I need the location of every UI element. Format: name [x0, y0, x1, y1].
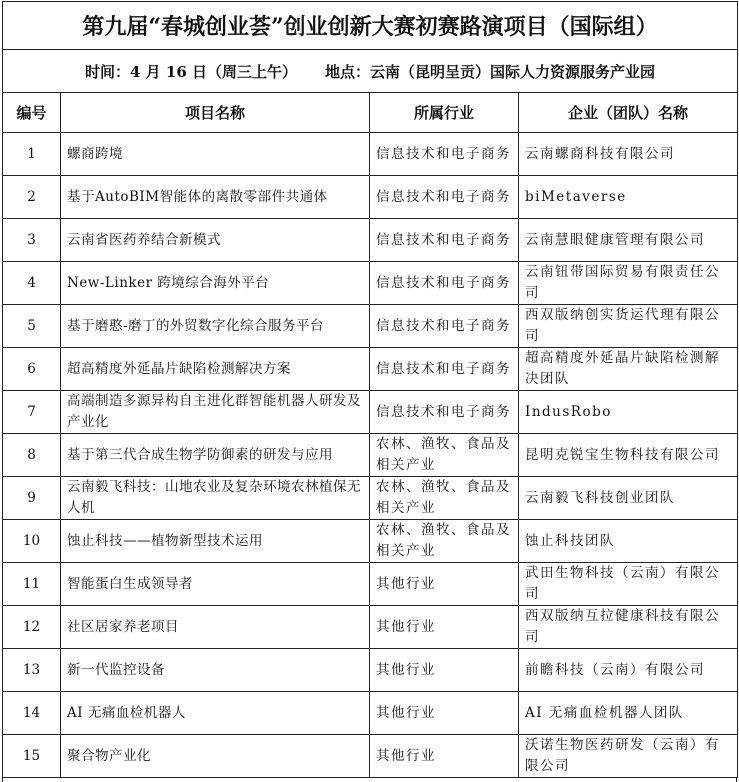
row-number: 10 — [3, 520, 61, 563]
row-company: 西双版纳互拉健康科技有限公司 — [519, 606, 738, 649]
event-time: 时间：4 月 16 日（周三上午） — [85, 62, 297, 81]
row-industry: 农林、渔牧、食品及相关产业 — [370, 477, 519, 520]
table-row — [3, 520, 738, 563]
row-company: 沃诺生物医药研发（云南）有限公司 — [519, 735, 738, 778]
row-industry: 信息技术和电子商务 — [370, 219, 519, 262]
row-company: 西双版纳创实货运代理有限公司 — [519, 305, 738, 348]
document-sheet — [2, 1, 737, 779]
row-company: 昆明克锐宝生物科技有限公司 — [519, 434, 738, 477]
table-row — [3, 348, 738, 391]
table-row — [3, 305, 738, 348]
row-number: 13 — [3, 649, 61, 692]
row-industry: 信息技术和电子商务 — [370, 305, 519, 348]
row-company: AI 无痛血检机器人团队 — [519, 692, 738, 735]
header-company: 企业（团队）名称 — [519, 93, 738, 133]
row-industry: 其他行业 — [370, 649, 519, 692]
row-company: biMetaverse — [519, 176, 738, 219]
row-number: 5 — [3, 305, 61, 348]
row-number: 9 — [3, 477, 61, 520]
event-info — [3, 50, 738, 93]
table-row — [3, 606, 738, 649]
row-company: 蚀止科技团队 — [519, 520, 738, 563]
project-table — [2, 1, 738, 778]
row-project-name: 基于第三代合成生物学防御素的研发与应用 — [61, 434, 370, 477]
row-project-name: 螺商跨境 — [61, 133, 370, 176]
row-project-name: AI 无痛血检机器人 — [61, 692, 370, 735]
table-row — [3, 434, 738, 477]
header-number: 编号 — [3, 93, 61, 133]
table-row — [3, 477, 738, 520]
page-title: 第九届“春城创业荟”创业创新大赛初赛路演项目（国际组） — [3, 2, 738, 50]
row-project-name: 云南毅飞科技：山地农业及复杂环境农林植保无人机 — [61, 477, 370, 520]
row-company: 云南毅飞科技创业团队 — [519, 477, 738, 520]
row-project-name: 新一代监控设备 — [61, 649, 370, 692]
row-company: 云南慧眼健康管理有限公司 — [519, 219, 738, 262]
row-project-name: 蚀止科技——植物新型技术运用 — [61, 520, 370, 563]
row-number: 15 — [3, 735, 61, 778]
header-industry: 所属行业 — [370, 93, 519, 133]
row-project-name: New-Linker 跨境综合海外平台 — [61, 262, 370, 305]
row-number: 8 — [3, 434, 61, 477]
row-project-name: 基于磨憨-磨丁的外贸数字化综合服务平台 — [61, 305, 370, 348]
row-number: 3 — [3, 219, 61, 262]
row-industry: 农林、渔牧、食品及相关产业 — [370, 434, 519, 477]
row-industry: 其他行业 — [370, 735, 519, 778]
row-project-name: 超高精度外延晶片缺陷检测解决方案 — [61, 348, 370, 391]
row-industry: 农林、渔牧、食品及相关产业 — [370, 520, 519, 563]
table-row — [3, 692, 738, 735]
event-place: 地点：云南（昆明呈贡）国际人力资源服务产业园 — [324, 62, 655, 81]
row-company: 前瞻科技（云南）有限公司 — [519, 649, 738, 692]
table-bottom-edge — [2, 778, 737, 782]
row-company: 云南螺商科技有限公司 — [519, 133, 738, 176]
row-number: 11 — [3, 563, 61, 606]
table-row — [3, 649, 738, 692]
row-company: IndusRobo — [519, 391, 738, 434]
row-number: 6 — [3, 348, 61, 391]
row-industry: 信息技术和电子商务 — [370, 133, 519, 176]
row-industry: 信息技术和电子商务 — [370, 348, 519, 391]
row-industry: 信息技术和电子商务 — [370, 262, 519, 305]
table-row — [3, 176, 738, 219]
row-number: 12 — [3, 606, 61, 649]
table-row — [3, 563, 738, 606]
row-project-name: 基于AutoBIM智能体的离散零部件共通体 — [61, 176, 370, 219]
row-industry: 其他行业 — [370, 692, 519, 735]
row-industry: 信息技术和电子商务 — [370, 391, 519, 434]
table-row — [3, 391, 738, 434]
row-project-name: 社区居家养老项目 — [61, 606, 370, 649]
row-industry: 其他行业 — [370, 606, 519, 649]
row-company: 武田生物科技（云南）有限公司 — [519, 563, 738, 606]
row-number: 2 — [3, 176, 61, 219]
row-number: 14 — [3, 692, 61, 735]
table-row — [3, 133, 738, 176]
table-row — [3, 219, 738, 262]
header-project-name: 项目名称 — [61, 93, 370, 133]
row-number: 1 — [3, 133, 61, 176]
row-project-name: 高端制造多源异构自主进化群智能机器人研发及产业化 — [61, 391, 370, 434]
row-project-name: 智能蛋白生成领导者 — [61, 563, 370, 606]
row-industry: 信息技术和电子商务 — [370, 176, 519, 219]
row-project-name: 聚合物产业化 — [61, 735, 370, 778]
row-company: 云南钮带国际贸易有限责任公司 — [519, 262, 738, 305]
row-company: 超高精度外延晶片缺陷检测解决团队 — [519, 348, 738, 391]
table-row — [3, 262, 738, 305]
row-number: 4 — [3, 262, 61, 305]
table-row — [3, 735, 738, 778]
row-project-name: 云南省医药养结合新模式 — [61, 219, 370, 262]
row-industry: 其他行业 — [370, 563, 519, 606]
row-number: 7 — [3, 391, 61, 434]
table-body — [3, 133, 738, 778]
